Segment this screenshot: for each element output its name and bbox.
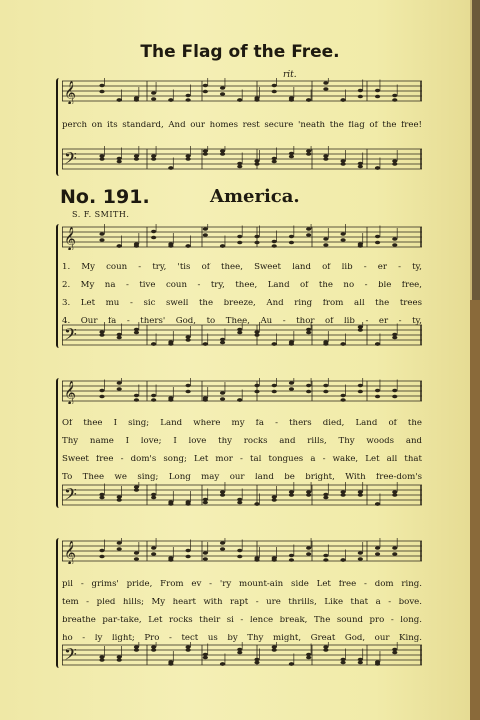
tempo-mark: rit. — [283, 70, 297, 80]
lyric-line: 1. My coun - try, 'tis of thee, Sweet land of lib - er - ty, — [62, 263, 422, 272]
page-edge — [470, 300, 480, 720]
lyric-line: To Thee we sing; Long may our land be bright, With free-dom's — [62, 473, 422, 482]
music-staff — [62, 78, 422, 104]
lyric-line: 2. My na - tive coun - try, thee, Land of the no - ble free, — [62, 281, 422, 290]
lyric-line: perch on its standard, And our homes rest secure 'neath the flag of the free! — [62, 121, 422, 130]
svg-text:𝄢: 𝄢 — [64, 324, 77, 348]
music-staff — [62, 146, 422, 172]
lyric-line: ho - ly light; Pro - tect us by Thy might, Great God, our King. — [62, 634, 422, 643]
svg-text:𝄞: 𝄞 — [64, 540, 76, 564]
music-staff — [62, 322, 422, 348]
lyric-line: pil - grims' pride, From ev - 'ry mount-ain side Let free - dom ring. — [62, 580, 422, 589]
music-staff — [62, 482, 422, 508]
lyric-line: Thy name I love; I love thy rocks and rills, Thy woods and — [62, 437, 422, 446]
hymn-author: S. F. SMITH. — [72, 210, 130, 219]
svg-text:𝄢: 𝄢 — [64, 484, 77, 508]
svg-text:𝄞: 𝄞 — [64, 80, 76, 104]
music-staff — [62, 538, 422, 564]
lyric-line: tem - pled hills; My heart with rapt - ure thrills, Like that a - bove. — [62, 598, 422, 607]
svg-text:𝄞: 𝄞 — [64, 226, 76, 250]
hymn-number: No. 191. — [60, 186, 150, 208]
lyric-line: Sweet free - dom's song; Let mor - tal tongues a - wake, Let all that — [62, 455, 422, 464]
lyric-line: 4. Our fa - thers' God, to Thee, Au - thor of lib - er - ty, — [62, 317, 422, 326]
svg-text:𝄞: 𝄞 — [64, 380, 76, 404]
lyric-line: breathe par-take, Let rocks their si - lence break, The sound pro - long. — [62, 616, 422, 625]
music-staff — [62, 378, 422, 404]
song-title: The Flag of the Free. — [140, 42, 340, 62]
music-staff — [62, 642, 422, 668]
hymn-title: America. — [210, 186, 300, 207]
music-staff — [62, 224, 422, 250]
lyric-line: 3. Let mu - sic swell the breeze, And ring from all the trees — [62, 299, 422, 308]
svg-text:𝄢: 𝄢 — [64, 148, 77, 172]
svg-text:𝄢: 𝄢 — [64, 644, 77, 668]
lyric-line: Of thee I sing; Land where my fa - thers died, Land of the — [62, 419, 422, 428]
